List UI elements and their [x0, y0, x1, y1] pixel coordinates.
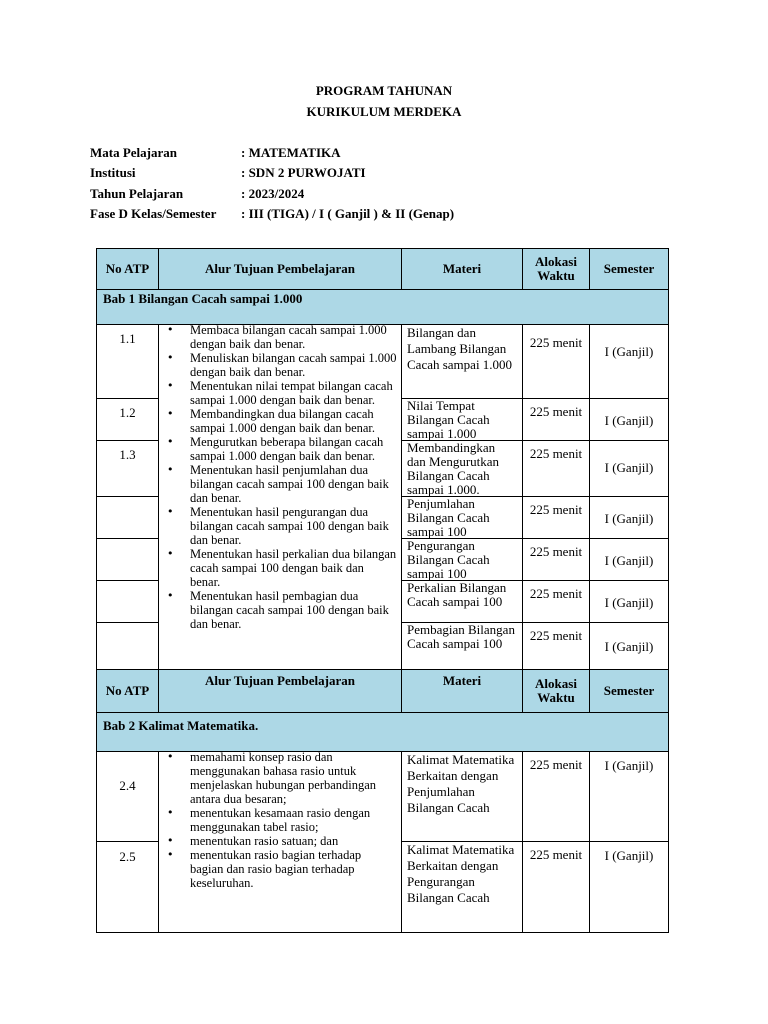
tujuan-item: • Membandingkan dua bilangan cacah sampai 1.000 dengan baik dan benar. — [159, 407, 397, 435]
tujuan-list-bab-2 — [159, 750, 397, 890]
semester-cell: I (Ganjil) — [589, 324, 669, 399]
header-materi: Materi — [401, 248, 523, 290]
materi-cell: Membandingkan dan Mengurutkan Bilangan Cacah sampai 1.000. — [401, 440, 523, 497]
alokasi-cell: 225 menit — [522, 496, 590, 539]
tujuan-item: • menentukan kesamaan rasio dengan menggunakan tabel rasio; — [159, 806, 397, 834]
meta-value: : MATEMATIKA — [241, 145, 341, 160]
tujuan-item: • Mengurutkan beberapa bilangan cacah sampai 1.000 dengan baik dan benar. — [159, 435, 397, 463]
materi-cell: Kalimat Matematika Berkaitan dengan Pengurangan Bilangan Cacah — [401, 841, 523, 933]
atp-number: 1.1 — [96, 324, 159, 399]
semester-cell: I (Ganjil) — [589, 538, 669, 581]
atp-number: 2.4 — [96, 751, 159, 842]
tujuan-item: • Menentukan hasil pembagian dua bilangan cacah sampai 100 dengan baik dan benar. — [159, 589, 397, 631]
atp-number: 2.5 — [96, 841, 159, 933]
materi-cell: Pengurangan Bilangan Cacah sampai 100 — [401, 538, 523, 581]
tujuan-item: • menentukan rasio bagian terhadap bagian dan rasio bagian terhadap keseluruhan. — [159, 848, 397, 890]
tujuan-item: • Menentukan hasil pengurangan dua bilangan cacah sampai 100 dengan baik dan benar. — [159, 505, 397, 547]
header-semester: Semester — [589, 248, 669, 290]
semester-cell: I (Ganjil) — [589, 841, 669, 933]
meta-value: : 2023/2024 — [241, 186, 305, 201]
tujuan-item: • menentukan rasio satuan; dan — [159, 834, 397, 848]
materi-cell: Perkalian Bilangan Cacah sampai 100 — [401, 580, 523, 623]
tujuan-item: • Menentukan hasil perkalian dua bilangan cacah sampai 100 dengan baik dan benar. — [159, 547, 397, 589]
alokasi-cell: 225 menit — [522, 580, 590, 623]
tujuan-item: • Menentukan nilai tempat bilangan cacah sampai 1.000 dengan baik dan benar. — [159, 379, 397, 407]
document-title: PROGRAM TAHUNAN — [315, 83, 453, 98]
tujuan-item: • Membaca bilangan cacah sampai 1.000 dengan baik dan benar. — [159, 323, 397, 351]
semester-cell: I (Ganjil) — [589, 580, 669, 623]
header-alokasi-waktu: Alokasi Waktu — [522, 669, 590, 713]
meta-label: Institusi — [90, 165, 136, 180]
tujuan-item: • memahami konsep rasio dan menggunakan bahasa rasio untuk menjelaskan hubungan perbandingan antara dua besaran; — [159, 750, 397, 806]
meta-value: : SDN 2 PURWOJATI — [241, 165, 366, 180]
atp-number: 1.3 — [96, 440, 159, 497]
tujuan-item: • Menentukan hasil penjumlahan dua bilangan cacah sampai 100 dengan baik dan benar. — [159, 463, 397, 505]
header-alur-tujuan: Alur Tujuan Pembelajaran — [158, 669, 402, 713]
alokasi-cell: 225 menit — [522, 440, 590, 497]
header-alokasi-waktu: Alokasi Waktu — [522, 248, 590, 290]
semester-cell: I (Ganjil) — [589, 440, 669, 497]
header-alur-tujuan: Alur Tujuan Pembelajaran — [158, 248, 402, 290]
alokasi-cell: 225 menit — [522, 751, 590, 842]
meta-label: Tahun Pelajaran — [90, 186, 184, 201]
document-subtitle: KURIKULUM MERDEKA — [306, 104, 462, 119]
atp-number: 1.2 — [96, 398, 159, 441]
meta-value: : III (TIGA) / I ( Ganjil ) & II (Genap) — [241, 206, 455, 221]
section-heading-bab-2: Bab 2 Kalimat Matematika. — [96, 712, 669, 752]
header-semester: Semester — [589, 669, 669, 713]
materi-cell: Penjumlahan Bilangan Cacah sampai 100 — [401, 496, 523, 539]
header-no-atp: No ATP — [96, 248, 159, 290]
semester-cell: I (Ganjil) — [589, 398, 669, 441]
atp-number — [96, 538, 159, 581]
materi-cell: Pembagian Bilangan Cacah sampai 100 — [401, 622, 523, 670]
materi-cell: Bilangan dan Lambang Bilangan Cacah sampai 1.000 — [401, 324, 523, 399]
atp-number — [96, 496, 159, 539]
meta-label: Mata Pelajaran — [90, 145, 178, 160]
atp-number — [96, 622, 159, 670]
alokasi-cell: 225 menit — [522, 841, 590, 933]
tujuan-list-bab-1 — [159, 323, 397, 631]
materi-cell: Kalimat Matematika Berkaitan dengan Penjumlahan Bilangan Cacah — [401, 751, 523, 842]
alokasi-cell: 225 menit — [522, 324, 590, 399]
header-materi: Materi — [401, 669, 523, 713]
header-no-atp: No ATP — [96, 669, 159, 713]
materi-cell: Nilai Tempat Bilangan Cacah sampai 1.000 — [401, 398, 523, 441]
meta-label: Fase D Kelas/Semester — [90, 206, 217, 221]
semester-cell: I (Ganjil) — [589, 622, 669, 670]
alokasi-cell: 225 menit — [522, 398, 590, 441]
alokasi-cell: 225 menit — [522, 622, 590, 670]
atp-number — [96, 580, 159, 623]
semester-cell: I (Ganjil) — [589, 751, 669, 842]
semester-cell: I (Ganjil) — [589, 496, 669, 539]
alokasi-cell: 225 menit — [522, 538, 590, 581]
tujuan-item: • Menuliskan bilangan cacah sampai 1.000 dengan baik dan benar. — [159, 351, 397, 379]
section-heading-bab-1: Bab 1 Bilangan Cacah sampai 1.000 — [96, 289, 669, 325]
